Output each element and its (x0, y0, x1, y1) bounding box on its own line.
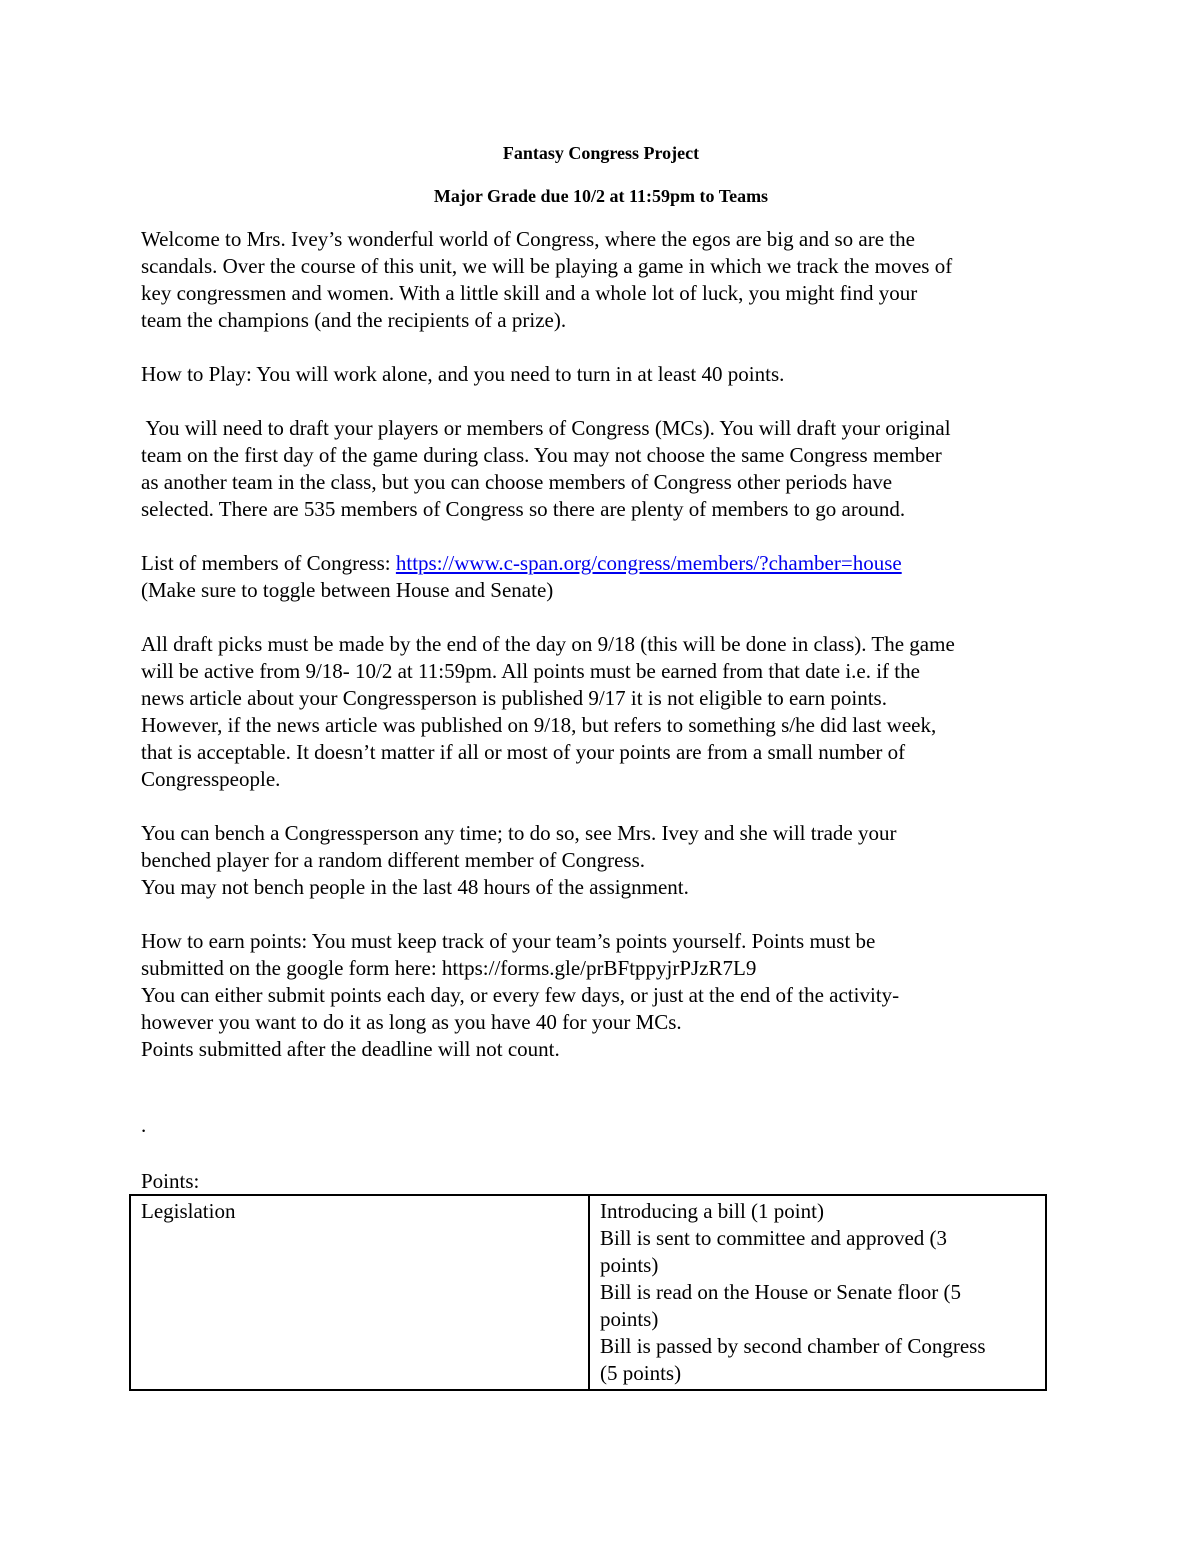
members-list-note: (Make sure to toggle between House and Senate) (141, 578, 554, 602)
intro-line: team the champions (and the recipients of a prize). (141, 308, 567, 332)
cspan-members-link[interactable]: https://www.c-span.org/congress/members/?chamber=house (395, 551, 902, 575)
document-title: Fantasy Congress Project (502, 143, 700, 163)
draft-rules-line: news article about your Congressperson is published 9/17 it is not eligible to earn points. (141, 686, 887, 710)
intro-line: scandals. Over the course of this unit, we will be playing a game in which we track the moves of (141, 254, 953, 278)
members-list-line (141, 550, 1061, 577)
draft-rules-line: Congresspeople. (141, 767, 281, 791)
points-table (129, 1194, 1047, 1391)
earn-points-line: however you want to do it as long as you have 40 for your MCs. (141, 1010, 682, 1034)
points-category-cell: Legislation (130, 1195, 589, 1390)
draft-rules-line: However, if the news article was published on 9/18, but refers to something s/he did last week, (141, 713, 937, 737)
intro-line: Welcome to Mrs. Ivey’s wonderful world of Congress, where the egos are big and so are the (141, 227, 915, 251)
points-rule-line: Bill is read on the House or Senate floor (5 (600, 1280, 961, 1304)
members-list-paragraph (141, 550, 1061, 604)
earn-points-line: submitted on the google form here: https://forms.gle/prBFtppyjrPJzR7L9 (141, 956, 757, 980)
draft-paragraph (141, 415, 1061, 523)
draft-rules-line: All draft picks must be made by the end of the day on 9/18 (this will be done in class). The game (141, 632, 955, 656)
how-to-play-line: How to Play: You will work alone, and you need to turn in at least 40 points. (141, 362, 785, 386)
draft-line: selected. There are 535 members of Congress so there are plenty of members to go around. (141, 497, 906, 521)
document-page (141, 140, 1061, 1063)
document-subtitle: Major Grade due 10/2 at 11:59pm to Teams (433, 186, 769, 206)
points-heading: Points: (141, 1169, 200, 1193)
table-row (130, 1195, 1046, 1390)
draft-line: as another team in the class, but you can choose members of Congress other periods have (141, 470, 893, 494)
points-rule-line: Bill is passed by second chamber of Congress (600, 1334, 986, 1358)
bench-paragraph (141, 820, 1061, 901)
draft-rules-line: will be active from 9/18- 10/2 at 11:59pm. All points must be earned from that date i.e. if the (141, 659, 920, 683)
draft-line: You will need to draft your players or members of Congress (MCs). You will draft your original (141, 416, 951, 440)
stray-period: . (141, 1113, 147, 1137)
points-rule-line: Bill is sent to committee and approved (3 (600, 1226, 948, 1250)
points-rule-line: points) (600, 1253, 659, 1277)
intro-paragraph (141, 226, 1061, 334)
earn-points-line: You can either submit points each day, or every few days, or just at the end of the activity- (141, 983, 900, 1007)
draft-rules-line: that is acceptable. It doesn’t matter if all or most of your points are from a small number of (141, 740, 906, 764)
bench-line: You may not bench people in the last 48 hours of the assignment. (141, 875, 689, 899)
draft-rules-paragraph (141, 631, 1061, 793)
how-to-play-paragraph (141, 361, 1061, 388)
earn-points-paragraph (141, 928, 1061, 1063)
points-rules-cell (589, 1195, 1046, 1390)
earn-points-line: How to earn points: You must keep track of your team’s points yourself. Points must be (141, 929, 876, 953)
points-rule-line: (5 points) (600, 1361, 682, 1385)
points-rule-line: Introducing a bill (1 point) (600, 1199, 824, 1223)
points-rule-line: points) (600, 1307, 659, 1331)
bench-line: You can bench a Congressperson any time; to do so, see Mrs. Ivey and she will trade your (141, 821, 897, 845)
bench-line: benched player for a random different member of Congress. (141, 848, 646, 872)
earn-points-line: Points submitted after the deadline will not count. (141, 1037, 560, 1061)
draft-line: team on the first day of the game during class. You may not choose the same Congress member (141, 443, 942, 467)
intro-line: key congressmen and women. With a little skill and a whole lot of luck, you might find your (141, 281, 918, 305)
members-list-label: List of members of Congress: (141, 551, 396, 575)
